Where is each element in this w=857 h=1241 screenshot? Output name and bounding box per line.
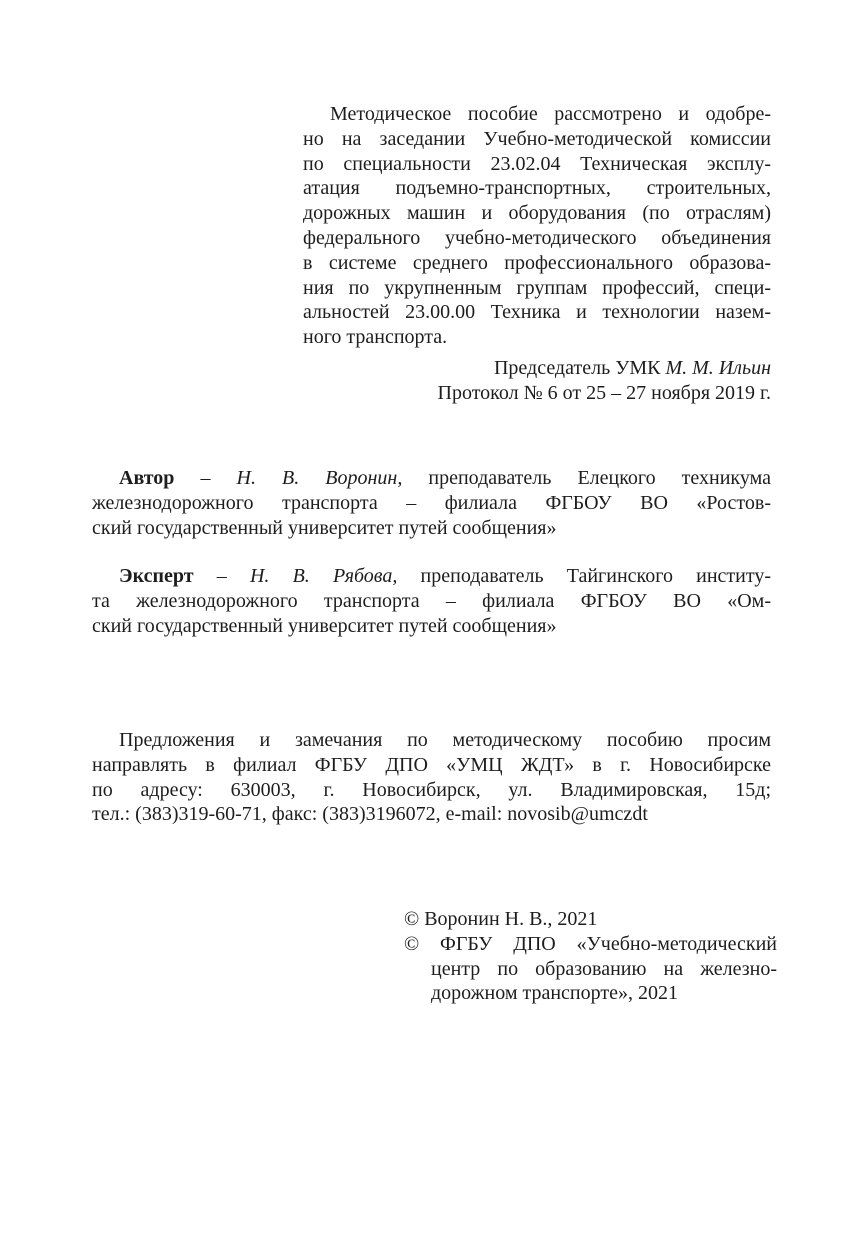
copyright-org-line-3: дорожном транспорте», 2021 bbox=[431, 982, 678, 1005]
approval-line-8: ния по укрупненным группам профессий, специ- bbox=[303, 276, 771, 299]
approval-line-2: но на заседании Учебно-методической комиссии bbox=[303, 127, 771, 150]
feedback-line-3: по адресу: 630003, г. Новосибирск, ул. Владимировская, 15д; bbox=[92, 778, 771, 801]
feedback-paragraph bbox=[92, 728, 771, 827]
approval-line-3: по специальности 23.02.04 Техническая эксплу- bbox=[303, 152, 771, 175]
feedback-line-2: направлять в филиал ФГБУ ДПО «УМЦ ЖДТ» в г. Новосибирске bbox=[92, 753, 771, 776]
expert-name: Н. В. Рябова, bbox=[249, 565, 398, 587]
copyright-org-line-1: © ФГБУ ДПО «Учебно-методический bbox=[404, 932, 777, 955]
author-role: преподаватель Елецкого техникума bbox=[402, 467, 771, 489]
approval-paragraph bbox=[303, 102, 771, 350]
protocol-line: Протокол № 6 от 25 – 27 ноября 2019 г. bbox=[437, 382, 771, 404]
expert-paragraph bbox=[92, 564, 771, 638]
author-line-1 bbox=[92, 466, 771, 491]
author-label: Автор bbox=[119, 467, 175, 489]
author-line-2: железнодорожного транспорта – филиала ФГБОУ ВО «Ростов- bbox=[92, 491, 771, 514]
expert-label: Эксперт bbox=[119, 565, 194, 587]
approval-line-9: альностей 23.00.00 Техника и технологии назем- bbox=[303, 301, 771, 324]
approval-line-10: ного транспорта. bbox=[303, 326, 448, 349]
expert-line-2: та железнодорожного транспорта – филиала ФГБОУ ВО «Ом- bbox=[92, 589, 771, 612]
feedback-line-1: Предложения и замечания по методическому пособию просим bbox=[119, 729, 771, 751]
chairman-title: Председатель УМК bbox=[493, 357, 666, 379]
copyright-author-line: © Воронин Н. В., 2021 bbox=[404, 908, 598, 930]
copyright-block bbox=[404, 907, 777, 1006]
approval-line-5: дорожных машин и оборудования (по отраслям) bbox=[303, 202, 771, 225]
approval-line-1: Методическое пособие рассмотрено и одобре- bbox=[330, 103, 771, 125]
approval-line-7: в системе среднего профессионального образова- bbox=[303, 251, 771, 274]
expert-role: преподаватель Тайгинского институ- bbox=[397, 565, 772, 587]
approval-line-4: атация подъемно-транспортных, строительных, bbox=[303, 177, 771, 200]
author-dash: – bbox=[174, 467, 237, 489]
feedback-line-4: тел.: (383)319-60-71, факс: (383)3196072, e-mail: novosib@umczdt bbox=[92, 803, 648, 826]
author-line-3: ский государственный университет путей сообщения» bbox=[92, 516, 557, 539]
expert-dash: – bbox=[193, 565, 250, 587]
copyright-org-line-2: центр по образованию на железно- bbox=[431, 957, 777, 980]
approval-line-6: федерального учебно-методического объединения bbox=[303, 226, 771, 249]
chairman-name: М. М. Ильин bbox=[665, 357, 771, 379]
expert-line-3: ский государственный университет путей сообщения» bbox=[92, 614, 557, 637]
chairman-line bbox=[303, 356, 771, 381]
author-name: Н. В. Воронин, bbox=[236, 467, 403, 489]
author-paragraph bbox=[92, 466, 771, 540]
expert-line-1 bbox=[92, 564, 771, 589]
